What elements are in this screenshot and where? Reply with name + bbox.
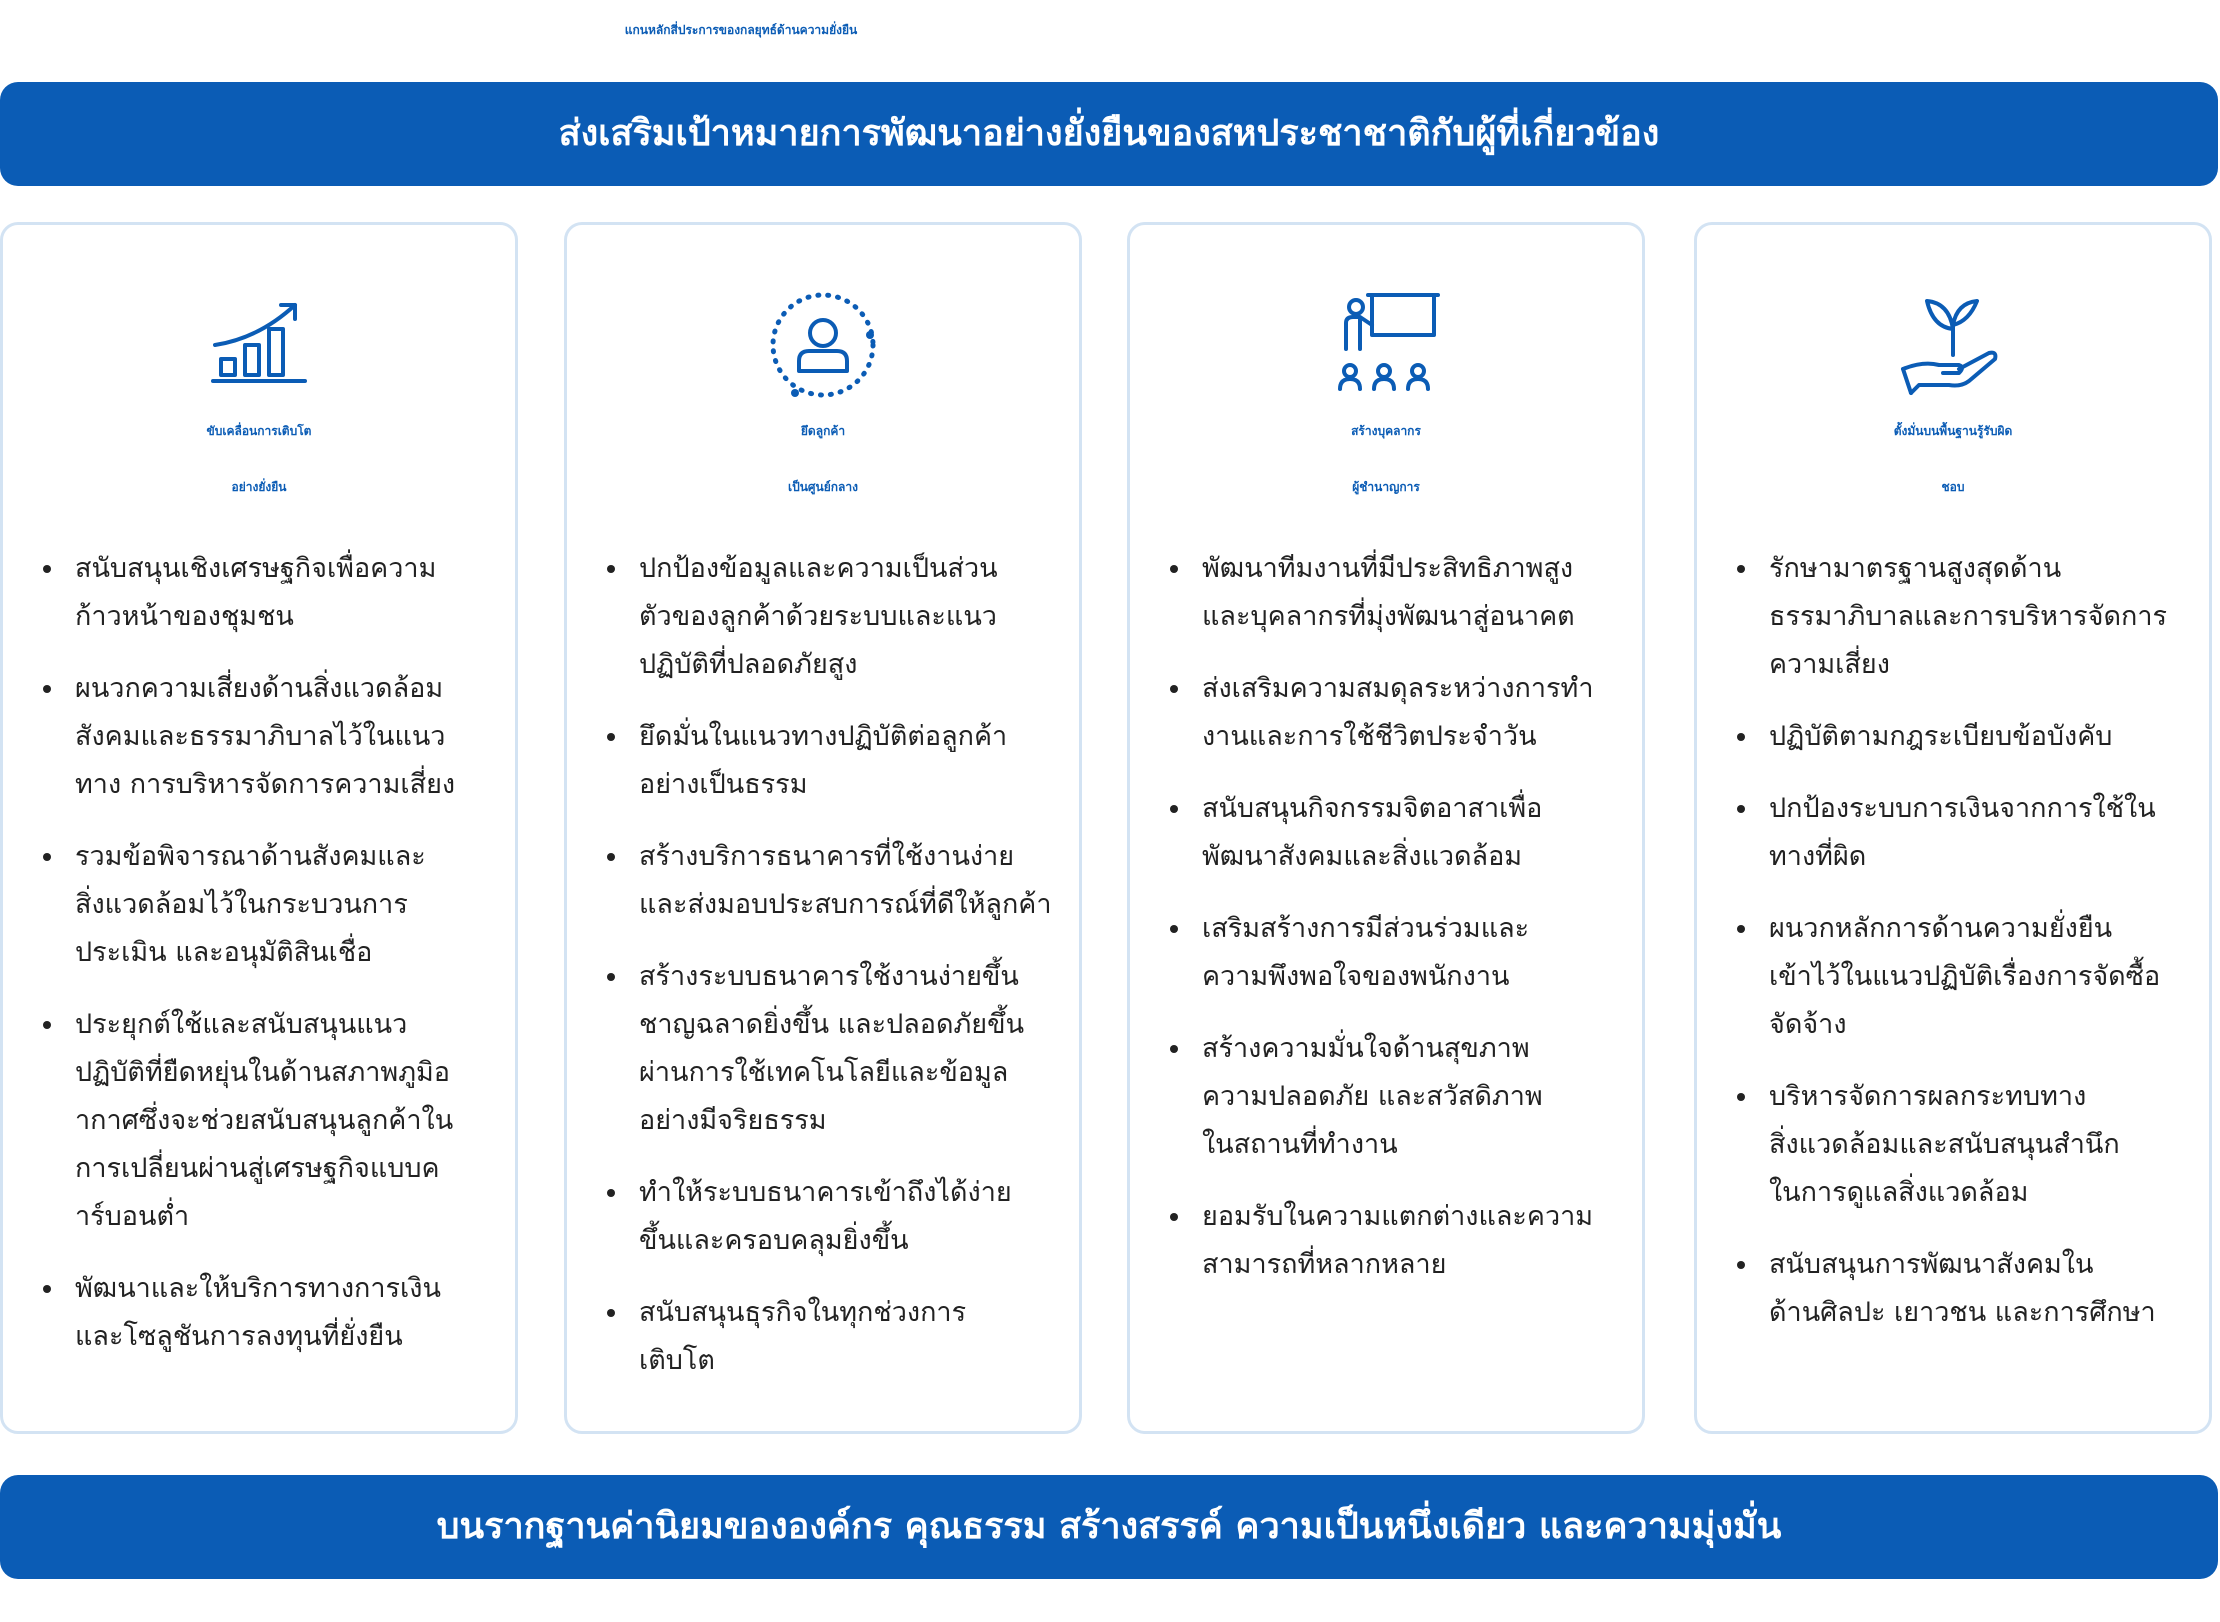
list-item: สนับสนุนการพัฒนาสังคมใน ด้านศิลปะ เยาวชน และการศึกษา xyxy=(1737,1241,2201,1337)
pillar-card-growth xyxy=(0,222,518,1434)
pillar-bullet-list xyxy=(43,545,507,1385)
list-item: ทำให้ระบบธนาคารเข้าถึงได้ง่าย ขึ้นและครอบคลุมยิ่งขึ้น xyxy=(607,1169,1071,1265)
list-item: ยึดมั่นในแนวทางปฏิบัติต่อลูกค้า อย่างเป็นธรรม xyxy=(607,713,1071,809)
pillar-card-customer xyxy=(564,222,1082,1434)
list-item: พัฒนาทีมงานที่มีประสิทธิภาพสูง และบุคลากรที่มุ่งพัฒนาสู่อนาคต xyxy=(1170,545,1634,641)
pillar-bullet-list xyxy=(1737,545,2201,1361)
list-item: ยอมรับในความแตกต่างและความ สามารถที่หลากหลาย xyxy=(1170,1193,1634,1289)
training-presentation-icon xyxy=(1326,285,1446,405)
list-item: สนับสนุนเชิงเศรษฐกิจเพื่อความ ก้าวหน้าของชุมชน xyxy=(43,545,507,641)
list-item: ปกป้องข้อมูลและความเป็นส่วน ตัวของลูกค้าด้วยระบบและแนว ปฏิบัติที่ปลอดภัยสูง xyxy=(607,545,1071,689)
list-item: ผนวกความเสี่ยงด้านสิ่งแวดล้อม สังคมและธรรมาภิบาลไว้ในแนว ทาง การบริหารจัดการความเสี่ยง xyxy=(43,665,507,809)
list-item: สนับสนุนกิจกรรมจิตอาสาเพื่อ พัฒนาสังคมและสิ่งแวดล้อม xyxy=(1170,785,1634,881)
list-item: ประยุกต์ใช้และสนับสนุนแนว ปฏิบัติที่ยืดหยุ่นในด้านสภาพภูมิอ ากาศซึ่งจะช่วยสนับสนุนลูกค้าใน การเปลี่ยนผ่านสู่เศรษฐกิจแบบค าร์บอนต่ำ xyxy=(43,1001,507,1241)
list-item: พัฒนาและให้บริการทางการเงิน และโซลูชันการลงทุนที่ยั่งยืน xyxy=(43,1265,507,1361)
customer-centric-icon xyxy=(763,285,883,405)
list-item: สร้างความมั่นใจด้านสุขภาพ ความปลอดภัย และสวัสดิภาพ ในสถานที่ทำงาน xyxy=(1170,1025,1634,1169)
list-item: สนับสนุนธุรกิจในทุกช่วงการ เติบโต xyxy=(607,1289,1071,1385)
pillar-title: ยึดลูกค้า เป็นศูนย์กลาง xyxy=(788,424,858,494)
pillar-title: ตั้งมั่นบนพื้นฐานรู้รับผิด ชอบ xyxy=(1893,424,2013,494)
top-banner-text: ส่งเสริมเป้าหมายการพัฒนาอย่างยั่งยืนของสหประชาชาติกับผู้ที่เกี่ยวข้อง xyxy=(558,113,1660,154)
list-item: ส่งเสริมความสมดุลระหว่างการทำ งานและการใช้ชีวิตประจำวัน xyxy=(1170,665,1634,761)
list-item: ปกป้องระบบการเงินจากการใช้ใน ทางที่ผิด xyxy=(1737,785,2201,881)
pillar-title: สร้างบุคลากร ผู้ชำนาญการ xyxy=(1351,424,1421,494)
list-item: สร้างบริการธนาคารที่ใช้งานง่าย และส่งมอบประสบการณ์ที่ดีให้ลูกค้า xyxy=(607,833,1071,929)
page-title: แกนหลักสี่ประการของกลยุทธ์ด้านความยั่งยืน xyxy=(624,23,858,37)
pillar-title: ขับเคลื่อนการเติบโต อย่างยั่งยืน xyxy=(206,424,312,494)
list-item: ปฏิบัติตามกฎระเบียบข้อบังคับ xyxy=(1737,713,2201,761)
bottom-banner-text: บนรากฐานค่านิยมขององค์กร คุณธรรม สร้างสรรค์ ความเป็นหนึ่งเดียว และความมุ่งมั่น xyxy=(436,1506,1782,1547)
list-item: รวมข้อพิจารณาด้านสังคมและ สิ่งแวดล้อมไว้ในกระบวนการ ประเมิน และอนุมัติสินเชื่อ xyxy=(43,833,507,977)
list-item: รักษามาตรฐานสูงสุดด้าน ธรรมาภิบาลและการบริหารจัดการ ความเสี่ยง xyxy=(1737,545,2201,689)
bottom-banner xyxy=(0,1475,2218,1579)
list-item: ผนวกหลักการด้านความยั่งยืน เข้าไว้ในแนวปฏิบัติเรื่องการจัดซื้อ จัดจ้าง xyxy=(1737,905,2201,1049)
list-item: บริหารจัดการผลกระทบทาง สิ่งแวดล้อมและสนับสนุนสำนึก ในการดูแลสิ่งแวดล้อม xyxy=(1737,1073,2201,1217)
pillar-bullet-list xyxy=(1170,545,1634,1313)
pillar-card-people xyxy=(1127,222,1645,1434)
plant-in-hand-icon xyxy=(1893,285,2013,405)
top-banner xyxy=(0,82,2218,186)
pillar-bullet-list xyxy=(607,545,1071,1409)
list-item: เสริมสร้างการมีส่วนร่วมและ ความพึงพอใจของพนักงาน xyxy=(1170,905,1634,1001)
list-item: สร้างระบบธนาคารใช้งานง่ายขึ้น ชาญฉลาดยิ่งขึ้น และปลอดภัยขึ้น ผ่านการใช้เทคโนโลยีและข้อมูล อย่างมีจริยธรรม xyxy=(607,953,1071,1145)
pillar-card-responsibility xyxy=(1694,222,2212,1434)
growth-chart-icon xyxy=(199,285,319,405)
